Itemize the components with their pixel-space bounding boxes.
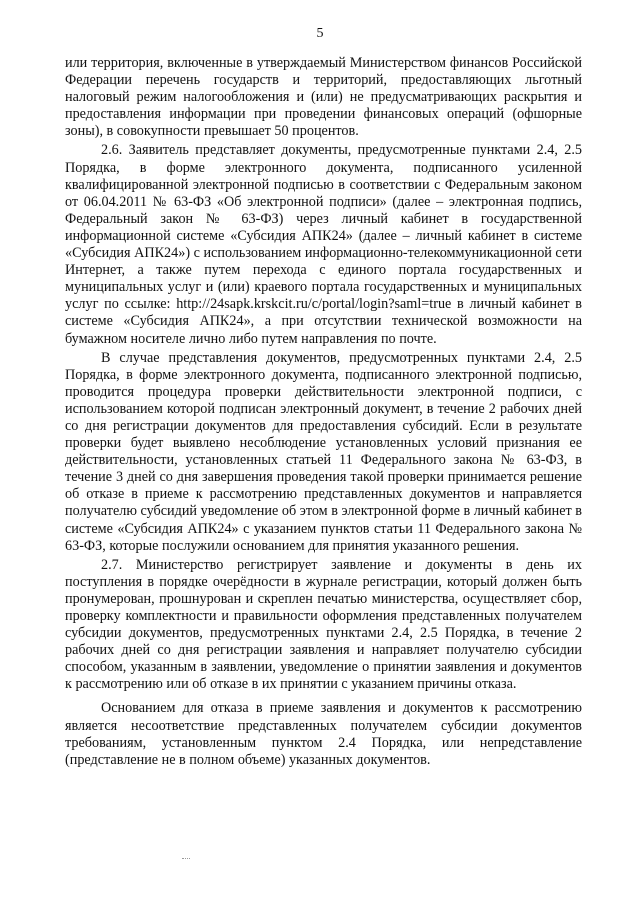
paragraph-e-signature-check: В случае представления документов, предусмотренных пунктами 2.4, 2.5 Порядка, в форме электронного документа, подписанного электронной подписью, проводится процедура проверки действительности электронной подписи, с использованием которой подписан электронный документ, в течение 2 рабочих дней со дня регистрации документов для предоставления субсидий. Если в результате проверки будет выявлено несоблюдение установленных условий признания ее действительности, установленных статьей 11 Федерального закона № 63-ФЗ, в течение 3 дней со дня завершения проведения такой проверки принимается решение об отказе в приеме к рассмотрению представленных документов и направляется получателю субсидий уведомление об этом в электронной форме в личный кабинет в системе «Субсидия АПК24» с указанием пунктов статьи 11 Федерального закона № 63-ФЗ, которые послужили основанием для принятия указанного решения. <box>65 349 582 554</box>
paragraph-continuation: или территория, включенные в утверждаемый Министерством финансов Российской Федерации перечень государств и территорий, предоставляющих льготный налоговый режим налогообложения и (или) не предусматривающих раскрытия и предоставления информации при проведении финансовых операций (офшорные зоны), в совокупности превышает 50 процентов. <box>65 55 582 140</box>
paragraph-2-7: 2.7. Министерство регистрирует заявление и документы в день их поступления в порядке очерёдности в журнале регистрации, который должен быть пронумерован, прошнурован и скреплен печатью министерства, осуществляет сбор, проверку комплектности и правильности оформления представленных получателем субсидии документов, предусмотренных пунктами 2.4, 2.5 Порядка, в течение 2 рабочих дней со дня регистрации заявления и направляет получателю субсидии способом, указанным в заявлении, уведомление о принятии заявления и документов к рассмотрению или об отказе в их принятии с указанием причины отказа. <box>65 556 582 693</box>
scan-dot-mark <box>182 858 190 860</box>
paragraph-refusal-grounds: Основанием для отказа в приеме заявления и документов к рассмотрению является несоответствие представленных получателем субсидии документов требованиям, установленным пунктом 2.4 Порядка, или непредставление (представление не в полном объеме) указанных документов. <box>65 700 582 768</box>
body-text <box>65 55 582 769</box>
paragraph-2-6: 2.6. Заявитель представляет документы, предусмотренные пунктами 2.4, 2.5 Порядка, в форме электронного документа, подписанного усиленной квалифицированной электронной подписью в соответствии с Федеральным законом от 06.04.2011 № 63-ФЗ «Об электронной подписи» (далее – электронная подпись, Федеральный закон № 63-ФЗ) через личный кабинет в государственной информационной системе «Субсидия АПК24» (далее – личный кабинет в системе «Субсидия АПК24») с использованием информационно-телекоммуникационной сети Интернет, а также путем перехода с единого портала государственных и муниципальных услуг и (или) краевого портала государственных и муниципальных услуг по ссылке: http://24sapk.krskcit.ru/c/portal/login?saml=true в личный кабинет в системе «Субсидия АПК24», а при отсутствии технической возможности на бумажном носителе лично либо путем направления по почте. <box>65 142 582 347</box>
page-number: 5 <box>316 26 324 41</box>
